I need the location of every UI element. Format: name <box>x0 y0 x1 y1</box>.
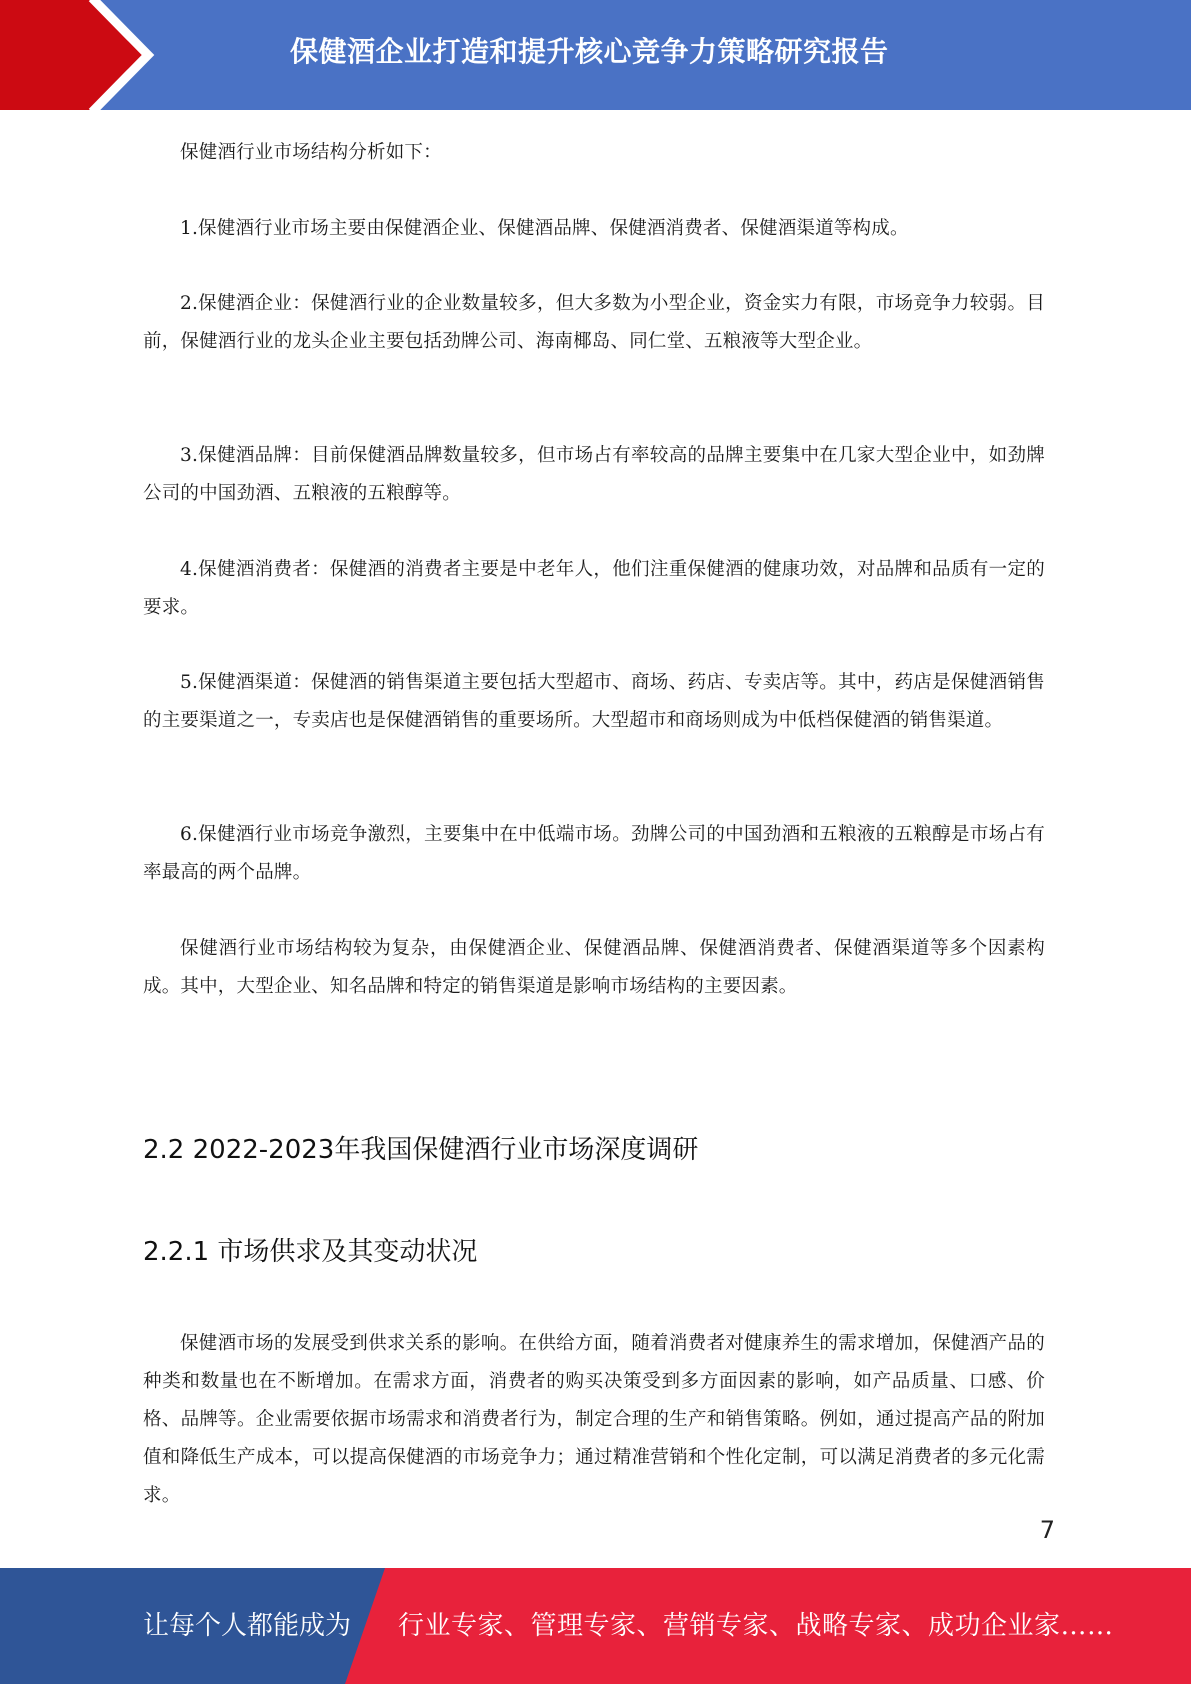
report-title: 保健酒企业打造和提升核心竞争力策略研究报告 <box>290 35 889 68</box>
header-arrow-icon <box>0 0 160 110</box>
page-header <box>0 0 1191 110</box>
paragraph-item-3: 3.保健酒品牌：目前保健酒品牌数量较多，但市场占有率较高的品牌主要集中在几家大型企业中，如劲牌公司的中国劲酒、五粮液的五粮醇等。 <box>143 445 1045 504</box>
paragraph-item-4: 4.保健酒消费者：保健酒的消费者主要是中老年人，他们注重保健酒的健康功效，对品牌和品质有一定的要求。 <box>143 559 1045 618</box>
paragraph-item-6: 6.保健酒行业市场竞争激烈，主要集中在中低端市场。劲牌公司的中国劲酒和五粮液的五粮醇是市场占有率最高的两个品牌。 <box>143 824 1045 883</box>
paragraph-item-2: 2.保健酒企业：保健酒行业的企业数量较多，但大多数为小型企业，资金实力有限，市场竞争力较弱。目前，保健酒行业的龙头企业主要包括劲牌公司、海南椰岛、同仁堂、五粮液等大型企业。 <box>143 293 1045 352</box>
page-number: 7 <box>1039 1516 1055 1544</box>
section-heading-2-2-1: 2.2.1 市场供求及其变动状况 <box>143 1237 478 1267</box>
paragraph-summary: 保健酒行业市场结构较为复杂，由保健酒企业、保健酒品牌、保健酒消费者、保健酒渠道等多个因素构成。其中，大型企业、知名品牌和特定的销售渠道是影响市场结构的主要因素。 <box>143 938 1045 997</box>
paragraph-supply-demand: 保健酒市场的发展受到供求关系的影响。在供给方面，随着消费者对健康养生的需求增加，保健酒产品的种类和数量也在不断增加。在需求方面，消费者的购买决策受到多方面因素的影响，如产品质量、口感、价格、品牌等。企业需要依据市场需求和消费者行为，制定合理的生产和销售策略。例如，通过提高产品的附加值和降低生产成本，可以提高保健酒的市场竞争力；通过精准营销和个性化定制，可以满足消费者的多元化需求。 <box>143 1333 1045 1506</box>
paragraph-intro: 保健酒行业市场结构分析如下： <box>180 142 442 163</box>
section-heading-2-2: 2.2 2022-2023年我国保健酒行业市场深度调研 <box>143 1135 699 1165</box>
paragraph-item-5: 5.保健酒渠道：保健酒的销售渠道主要包括大型超市、商场、药店、专卖店等。其中，药店是保健酒销售的主要渠道之一，专卖店也是保健酒销售的重要场所。大型超市和商场则成为中低档保健酒的销售渠道。 <box>143 672 1045 731</box>
paragraph-item-1: 1.保健酒行业市场主要由保健酒企业、保健酒品牌、保健酒消费者、保健酒渠道等构成。 <box>180 218 909 239</box>
footer-slogan-left: 让每个人都能成为 <box>143 1611 352 1641</box>
footer-slogan-right: 行业专家、管理专家、营销专家、战略专家、成功企业家…… <box>398 1611 1114 1641</box>
page-footer <box>0 1568 1191 1684</box>
